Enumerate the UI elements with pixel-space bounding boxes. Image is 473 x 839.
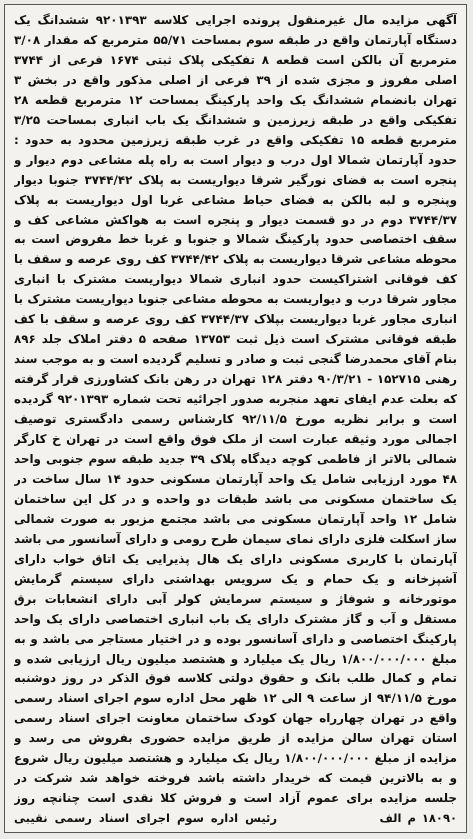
auction-notice <box>4 4 467 833</box>
notice-issuer: رئیس اداره سوم اجرای اسناد رسمی نقیبی <box>14 811 277 825</box>
notice-body: آگهی مزایده مال غیرمنقول پرونده اجرایی کلاسه ۹۲۰۱۳۹۳ ششدانگ یک دستگاه آپارتمان واقع در طبقه سوم بمساحت ۵۵/۷۱ مترمربع که مقدار ۳/۰۸ مترمربع آن بالکن است قطعه ۸ تفکیکی پلاک ثبتی ۱۶۷۴ فرعی از ۳۷۴۴ اصلی مفروز و مجزی شده از ۳۹ فرعی از اصلی مذکور واقع در بخش ۳ تهران بانضمام ششدانگ یک واحد پارکینگ بمساحت ۱۲ مترمربع قطعه ۲۸ تفکیکی واقع در طبقه زیرزمین و ششدانگ یک باب انباری بمساحت ۳/۲۵ مترمربع قطعه ۱۵ تفکیکی واقع در غرب طبقه زیرزمین محدود به حدود : حدود آپارتمان شمالا اول درب و دیوار است به راه پله مشاعی دوم دیوار و پنجره است به فضای نورگیر شرقا دیواریست به پلاک ۳۷۴۴/۴۲ جنوبا دیوار وپنجره و لبه بالکن به فضای حیاط مشاعی غربا اول دیواریست به پلاک ۳۷۴۴/۳۷ دوم در دو قسمت دیوار و پنجره است به هواکش مشاعی کف و سقف اختصاصی حدود پارکینگ شمالا و جنوبا و غربا خط مفروض است به محوطه مشاعی شرقا دیواریست به پلاک ۳۷۴۴/۴۲ کف روی عرصه و سقف با کف فوقانی اشتراکیست حدود انباری شمالا دیواریست مشترک با انباری مجاور شرقا درب و دیواریست به محوطه مشاعی جنوبا دیواریست مشترک با انباری مجاور غربا دیواریست بپلاک ۳۷۴۴/۳۷ کف روی عرصه و سقف با کف طبقه فوقانی مشترک است ذیل ثبت ۱۳۷۵۳ صفحه ۵ دفتر املاک جلد ۸۹۶ بنام آقای محمدرضا گنجی ثبت و صادر و تسلیم گردیده است و به موجب سند رهنی ۱۵۲۷۱۵ - ۹۰/۳/۲۱ دفتر ۱۲۸ تهران در رهن بانک کشاورزی قرار گرفته که بعلت عدم ایفای تعهد منجربه صدور اجرائیه تحت شماره ۹۲۰۱۳۹۳ گردیده است و برابر نظریه مورخ ۹۲/۱۱/۵ کارشناس رسمی دادگستری توصیف اجمالی مورد وثیقه عبارت است از ملک فوق واقع است در تهران خ کارگر شمالی بالاتر از فاطمی کوچه دیدگاه پلاک ۳۹ جدید طبقه سوم جنوبی واحد ۴۸ مورد ارزیابی شامل یک واحد آپارتمان مسکونی حدود ۱۴ سال ساخت در یک ساختمان مسکونی می باشد طبقات دو واحده و در کل این ساختمان شامل ۱۲ واحد آپارتمان مسکونی می باشد مجتمع مزبور به صورت شمالی ساز اسکلت فلزی دارای نمای سیمان طرح رومی و دارای آسانسور می باشد آپارتمان با کاربری مسکونی دارای یک هال پذیرایی یک اتاق خواب دارای آشپزخانه و یک حمام و یک سرویس بهداشتی دارای سیستم گرمایش موتورخانه و شوفاژ و سیستم سرمایش کولر آبی دارای انشعابات برق مستقل و آب و گاز مشترک دارای یک باب انباری اختصاصی دارای یک واحد پارکینگ اختصاصی و دارای آسانسور بوده و در اختیار مستاجر می باشد و به مبلغ ۱/۸۰۰/۰۰۰/۰۰۰ ریال یک میلیارد و هشتصد میلیون ریال ارزیابی شده و تمام و کمال طلب بانک و حقوق دولتی کلاسه فوق الذکر در روز دوشنبه مورخ ۹۴/۱۱/۵ از ساعت ۹ الی ۱۲ ظهر محل اداره سوم اجرای اسناد رسمی واقع در تهران چهارراه جهان کودک ساختمان معاونت اجرای اسناد رسمی استان تهران سالن مزایده از طریق مزایده حضوری بفروش می رسد و مزایده از مبلغ ۱/۸۰۰/۰۰۰/۰۰۰ ریال یک میلیارد و هشتصد میلیون ریال شروع و به بالاترین قیمت که خریدار داشته باشد فروخته خواهد شد شرکت در جلسه مزایده برای عموم آزاد است و فروش کلا نقدی است چنانچه روز <box>14 13 457 806</box>
notice-footer <box>14 809 457 827</box>
notice-code: ۱۸۰۹۰ م الف <box>379 811 457 825</box>
